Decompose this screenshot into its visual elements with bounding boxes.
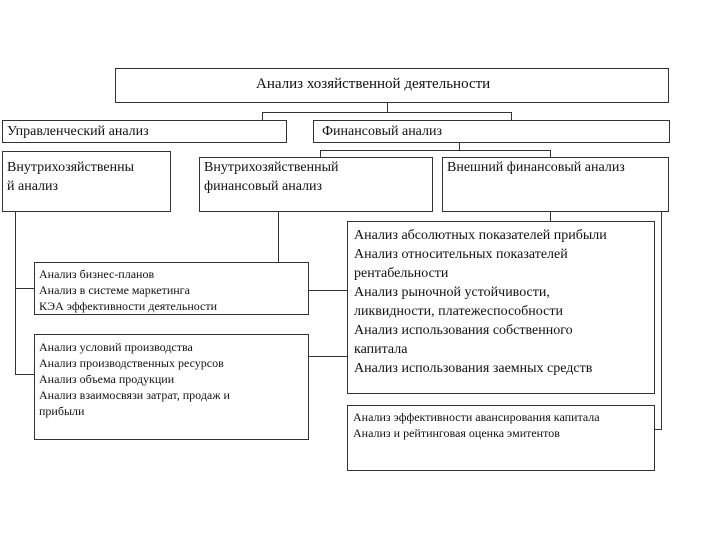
production-analysis-list <box>39 339 230 419</box>
connector-to-business-plans <box>15 288 35 289</box>
list-item: рентабельности <box>354 266 449 281</box>
connector-to-internal-fin <box>320 150 321 157</box>
root-title: Анализ хозяйственной деятельности <box>256 76 491 92</box>
list-item: Анализ бизнес-планов <box>39 267 155 281</box>
connector-to-external-fin <box>550 150 551 157</box>
list-item: Анализ использования собственного <box>354 323 573 338</box>
list-item: КЭА эффективности деятельности <box>39 299 218 313</box>
connector-to-management <box>262 112 263 120</box>
internal-eco-line: Внутрихозяйственны <box>7 160 135 175</box>
list-item: Анализ использования заемных средств <box>354 361 593 376</box>
connector-external-fin-down <box>550 212 551 221</box>
connector-level1-bar <box>262 112 512 113</box>
list-item: Анализ условий производства <box>39 340 193 354</box>
external-financial-analysis-label: Внешний финансовый анализ <box>447 160 625 175</box>
profit-analysis-list <box>354 226 607 378</box>
management-analysis-label: Управленческий анализ <box>7 124 149 139</box>
internal-economic-analysis-label <box>7 158 134 196</box>
connector-internal-fin-down <box>278 212 279 262</box>
list-item: капитала <box>354 342 408 357</box>
list-item: Анализ относительных показателей <box>354 247 568 262</box>
list-item: Анализ производственных ресурсов <box>39 356 224 370</box>
internal-eco-line: й анализ <box>7 179 59 194</box>
list-item: Анализ эффективности авансирования капитала <box>353 410 600 424</box>
connector-to-financial <box>511 112 512 120</box>
list-item: Анализ абсолютных показателей прибыли <box>354 228 607 243</box>
capital-analysis-list <box>353 409 600 441</box>
connector-internal-fin-to-profit <box>309 290 347 291</box>
list-item: Анализ взаимосвязи затрат, продаж и <box>39 388 230 402</box>
connector-to-capital <box>655 429 662 430</box>
connector-level2-bar <box>320 150 551 151</box>
internal-fin-line: Внутрихозяйственный <box>204 160 339 175</box>
internal-financial-analysis-label <box>204 158 339 196</box>
list-item: Анализ объема продукции <box>39 372 175 386</box>
list-item: Анализ и рейтинговая оценка эмитентов <box>353 426 560 440</box>
financial-analysis-label: Финансовый анализ <box>322 124 443 139</box>
connector-internal-eco-vertical <box>15 212 16 374</box>
list-item: Анализ в системе маркетинга <box>39 283 190 297</box>
list-item: прибыли <box>39 404 85 418</box>
list-item: ликвидности, платежеспособности <box>354 304 563 319</box>
connector-internal-fin-to-profit-2 <box>309 356 347 357</box>
connector-financial-down <box>459 143 460 150</box>
connector-to-production <box>15 374 35 375</box>
list-item: Анализ рыночной устойчивости, <box>354 285 550 300</box>
business-plans-analysis-list <box>39 266 217 314</box>
connector-external-right-vertical <box>661 212 662 430</box>
internal-fin-line: финансовый анализ <box>204 179 323 194</box>
